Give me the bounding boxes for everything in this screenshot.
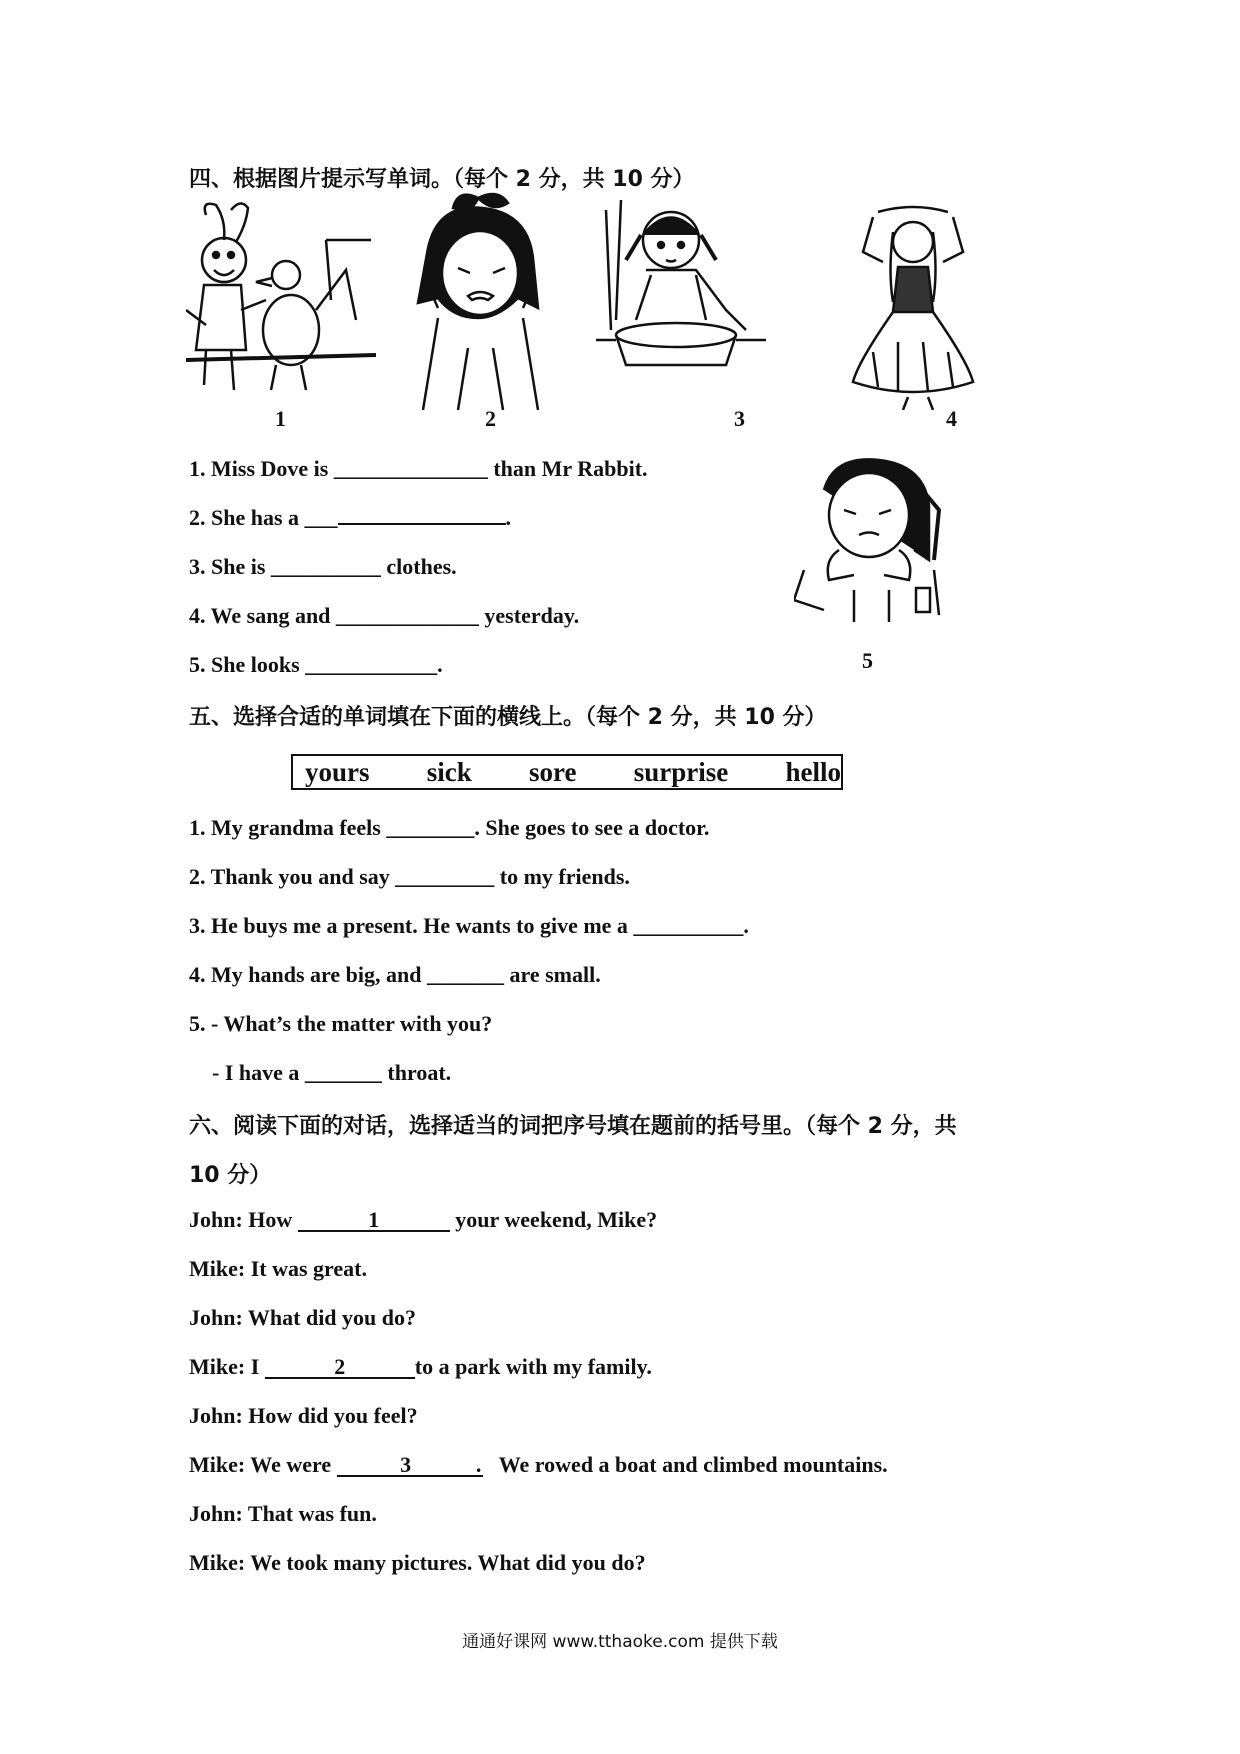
word-bank-box xyxy=(291,754,843,790)
section-4-heading: 四、根据图片提示写单词。（每个 2 分，共 10 分） xyxy=(189,167,695,192)
section-4-question-2-end: . xyxy=(505,505,512,530)
dialogue-line-4 xyxy=(189,1354,652,1380)
dialogue-speech: John: How xyxy=(189,1207,298,1232)
section-4-question-2 xyxy=(189,505,511,531)
word-bank-word: sore xyxy=(529,756,577,787)
answer-blank xyxy=(338,523,506,525)
dialogue-line-7: John: That was fun. xyxy=(189,1501,377,1526)
page-footer: 通通好课网 www.tthaoke.com 提供下载 xyxy=(462,1632,778,1652)
section-4-question-3: 3. She is __________ clothes. xyxy=(189,554,457,579)
dialogue-line-5: John: How did you feel? xyxy=(189,1403,418,1428)
girl-sore-throat-picture xyxy=(794,450,944,622)
dialogue-line-8: Mike: We took many pictures. What did you do? xyxy=(189,1550,646,1575)
dialogue-line-1 xyxy=(189,1207,657,1233)
word-bank-word: sick xyxy=(426,756,472,787)
section-5-question-5: 5. - What’s the matter with you? xyxy=(189,1011,493,1036)
section-4-question-2-text: 2. She has a ___ xyxy=(189,505,338,530)
dialogue-blank-3-end: . xyxy=(475,1452,482,1477)
section-4-question-4: 4. We sang and _____________ yesterday. xyxy=(189,603,580,628)
dialogue-speech: We rowed a boat and climbed mountains. xyxy=(482,1452,888,1477)
dialogue-speech: Mike: I xyxy=(189,1354,265,1379)
section-4-question-5: 5. She looks ____________. xyxy=(189,652,443,677)
girl-washing-picture xyxy=(596,200,770,396)
dialogue-line-3: John: What did you do? xyxy=(189,1305,417,1330)
picture-number-1: 1 xyxy=(275,406,286,431)
word-bank-word: hello xyxy=(785,756,841,787)
dialogue-line-6 xyxy=(189,1452,888,1478)
rabbit-and-dove-picture xyxy=(186,200,376,396)
girl-headache-picture xyxy=(398,188,556,410)
section-4-question-1: 1. Miss Dove is ______________ than Mr Rabbit. xyxy=(189,456,648,481)
section-5-question-4: 4. My hands are big, and _______ are small. xyxy=(189,962,601,987)
dialogue-speech: your weekend, Mike? xyxy=(449,1207,658,1232)
dialogue-blank-3: 3 xyxy=(337,1455,475,1477)
section-5-question-1: 1. My grandma feels ________. She goes to see a doctor. xyxy=(189,815,710,840)
section-5-question-3: 3. He buys me a present. He wants to give me a __________. xyxy=(189,913,749,938)
picture-number-4: 4 xyxy=(946,406,957,431)
word-bank-word: surprise xyxy=(633,756,729,787)
section-6-heading-continued: 10 分） xyxy=(189,1163,272,1188)
dancing-girl-picture xyxy=(838,202,986,410)
section-5-question-5-reply: - I have a _______ throat. xyxy=(212,1060,452,1085)
picture-number-5: 5 xyxy=(862,648,873,673)
dialogue-blank-2: 2 xyxy=(265,1357,415,1379)
dialogue-line-2: Mike: It was great. xyxy=(189,1256,367,1281)
picture-number-2: 2 xyxy=(485,406,496,431)
section-5-question-2: 2. Thank you and say _________ to my friends. xyxy=(189,864,630,889)
dialogue-blank-1: 1 xyxy=(298,1210,450,1232)
dialogue-speech: Mike: We were xyxy=(189,1452,337,1477)
dialogue-speech: to a park with my family. xyxy=(414,1354,652,1379)
section-6-heading: 六、阅读下面的对话，选择适当的词把序号填在题前的括号里。（每个 2 分，共 xyxy=(189,1114,957,1139)
picture-number-3: 3 xyxy=(734,406,745,431)
section-5-heading: 五、选择合适的单词填在下面的横线上。（每个 2 分，共 10 分） xyxy=(189,705,827,730)
word-bank-word: yours xyxy=(305,756,370,787)
